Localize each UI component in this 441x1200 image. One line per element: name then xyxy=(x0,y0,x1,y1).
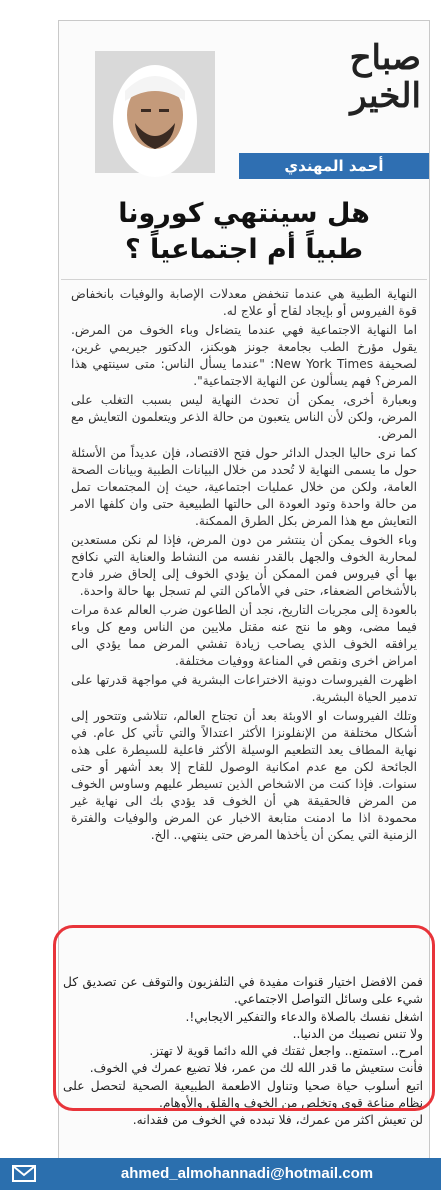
envelope-icon xyxy=(12,1165,36,1182)
advice-line: لن تعيش اكثر من عمرك، فلا تبدده في الخوف من فقدانه. xyxy=(132,1113,423,1128)
body-paragraph: بالعودة إلى مجريات التاريخ، نجد أن الطاعون ضرب العالم عدة مرات فيما مضى، وهو ما نتج عنه مقتل ملايين من الناس ومع كل وباء يرافقه الخوف الذي يصاحب زيادة تفشي المرض مما يؤدي الى امراض اخرى ونقص في المناعة ووفيات مختلفة. xyxy=(71,603,417,668)
body-paragraph: كما نرى حاليا الجدل الدائر حول فتح الاقتصاد، فإن عديداً من الأسئلة حول ما يسمى النهاية لا تُحدد من خلال البيانات الطبية وبيانات الصحة العامة، ولكن من خلال عمليات اجتماعية، حيث إن المجتمعات تمل من حالة واحدة وتود العودة الى حالتها الطبيعية حتى وان كلفها الامر التعايش مع هذا المرض بكل الطرق الممكنة. xyxy=(71,446,417,528)
advice-line: اشغل نفسك بالصلاة والدعاء والتفكير الايجابي!. xyxy=(185,1009,423,1024)
advice-line: امرح.. استمتع.. واجعل ثقتك في الله دائما قوية لا تهتز. xyxy=(149,1044,423,1059)
divider xyxy=(61,279,427,280)
body-paragraph: وبعبارة أخرى، يمكن أن تحدث النهاية ليس بسبب التغلب على المرض، ولكن لأن الناس يتعبون من حالة الذعر ويتعلمون التعايش مع المرض. xyxy=(71,393,417,441)
headline-line-1: هل سينتهي كورونا xyxy=(118,198,370,229)
author-name: أحمد المهندي xyxy=(239,153,429,179)
article-column xyxy=(58,20,430,1167)
column-title: صباح الخير xyxy=(349,38,421,116)
advice-line: فأنت ستعيش ما قدر الله لك من عمر، فلا تضيع عمرك في الخوف. xyxy=(89,1061,423,1076)
author-email[interactable]: ahmed_almohannadi@hotmail.com xyxy=(120,1165,374,1182)
body-paragraph: اما النهاية الاجتماعية فهي عندما يتضاءل وباء الخوف من المرض. يقول مؤرخ الطب بجامعة جونز هوبكنز، الدكتور جيريمي غرين، لصحيفة New York Times: "عندما يسأل الناس: متى سينتهي هذا المرض؟ فهم يسألون عن النهاية الاجتماعية". xyxy=(71,323,418,388)
advice-line: ولا تنس نصيبك من الدنيا.. xyxy=(292,1026,423,1041)
body-paragraph: وتلك الفيروسات او الاوبئة بعد أن تجتاح العالم، تتلاشى وتتحور إلى أشكال مختلفة من الإنفلونزا الأكثر اعتدالاً والتي تأتي كل عام. في نهاية المطاف يعد التطعيم الوسيلة الأكثر فاعلية للسيطرة على هذه الجائحة لكن مع عدم امكانية الوصول للقاح إلا بعد أشهر أو حتى سنوات. فإذا كنت من الاشخاص الذين تسيطر عليهم وساوس الخوف من المرض فالحقيقة هي أن الخوف قد يؤدي بك الى نهاية غير محمودة اذا ما ادمنت متابعة الاخبار عن المرض والوفيات والفترة الزمنية التي يمكن أن يأخذها المرض حتى ينتهي.. الخ. xyxy=(71,709,417,842)
advice-line: اتبع أسلوب حياة صحيا وتناول الاطعمة الطبيعية الصحية لتحصل على نظام مناعة قوي وتخلص من الخوف والقلق والأوهام. xyxy=(63,1078,423,1111)
article-headline xyxy=(59,196,429,268)
headline-line-2: طبياً أم اجتماعياً ؟ xyxy=(124,234,364,265)
author-photo xyxy=(95,51,215,173)
body-paragraph: اظهرت الفيروسات دونية الاختراعات البشرية في مواجهة قدرتها على تدمير الحياة البشرية. xyxy=(71,673,417,704)
article-body xyxy=(71,286,417,976)
footer-bar xyxy=(0,1158,441,1190)
advice-section xyxy=(63,974,423,1128)
column-header xyxy=(59,21,429,181)
body-paragraph: النهاية الطبية هي عندما تنخفض معدلات الإصابة والوفيات بانخفاض قوة الفيروس أو بإيجاد لقاح أو علاج له. xyxy=(71,287,417,318)
body-paragraph: وباء الخوف يمكن أن ينتشر من دون المرض، فإذا لم نكن مستعدين لمحاربة الخوف والجهل بالقدر نفسه من النشاط والعناية التي نكافح بها أي فيروس فمن الممكن أن يؤدي الخوف إلى إلحاق ضرر فادح بالأشخاص الضعفاء، حتى في الأماكن التي لم تسجل بها حالة واحدة. xyxy=(71,533,417,598)
advice-line: فمن الافضل اختيار قنوات مفيدة في التلفزيون والتوقف عن تصديق كل شيء على وسائل التواصل الاجتماعي. xyxy=(63,975,423,1007)
author-portrait-image xyxy=(95,51,215,173)
